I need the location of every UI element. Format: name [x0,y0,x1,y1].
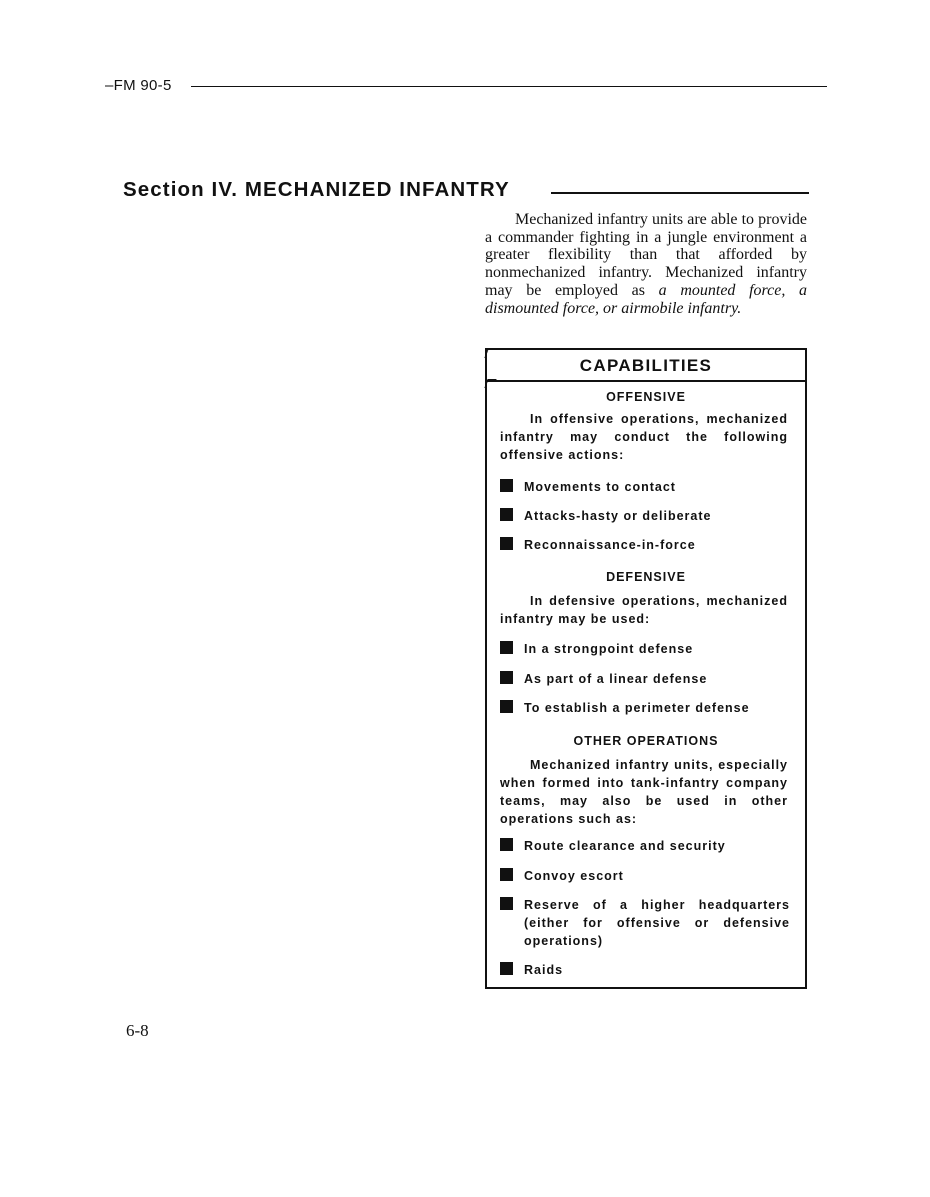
intro-italic-text: a mounted force, a dismounted force, or airmobile infantry. [485,281,807,317]
list-item: Attacks-hasty or deliberate [500,507,711,525]
offensive-heading: OFFENSIVE [606,390,686,404]
section-title-rule [551,192,809,194]
other-operations-intro: Mechanized infantry units, especially when formed into tank-infantry company teams, may also be used in other operations such as: [500,758,788,826]
manual-designation: –FM 90-5 [105,77,176,94]
defensive-heading: DEFENSIVE [606,570,686,584]
page-number: 6-8 [126,1021,149,1040]
header-rule [191,86,827,87]
other-operations-heading: OTHER OPERATIONS [573,734,719,748]
bullet-square-icon [500,868,513,881]
list-item: Route clearance and security [500,837,726,855]
list-item: To establish a perimeter defense [500,699,750,717]
defensive-intro: In defensive operations, mechanized infantry may be used: [500,594,788,626]
list-item: As part of a linear defense [500,670,707,688]
list-item: In a strongpoint defense [500,640,693,658]
list-item: Reconnaissance-in-force [500,536,696,554]
capabilities-box [485,348,807,989]
bullet-square-icon [500,700,513,713]
running-header [105,77,827,97]
bullet-square-icon [500,479,513,492]
bullet-square-icon [500,838,513,851]
corner-mark [484,379,496,388]
capabilities-title: CAPABILITIES [487,350,805,382]
bullet-square-icon [500,962,513,975]
bullet-square-icon [500,641,513,654]
bullet-square-icon [500,508,513,521]
list-item: Raids [500,961,563,979]
bullet-square-icon [500,537,513,550]
intro-text: Mechanized infantry units are able to provide a commander fighting in a jungle environment a greater flexibility than that afforded by nonmechanized infantry. Mechanized infantry may be employed as [485,211,807,299]
bullet-square-icon [500,671,513,684]
section-title: Section IV. MECHANIZED INFANTRY [123,178,510,201]
bullet-square-icon [500,897,513,910]
list-item: Convoy escort [500,867,624,885]
intro-paragraph [485,211,807,317]
list-item: Movements to contact [500,478,676,496]
list-item: Reserve of a higher headquarters (either for offensive or defensive operations) [500,896,790,950]
offensive-intro: In offensive operations, mechanized infantry may conduct the following offensive actions: [500,412,788,462]
